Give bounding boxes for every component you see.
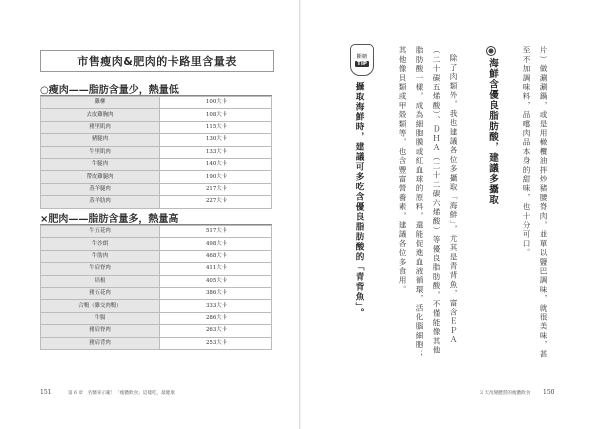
body-line: 其他像貝類或甲殼類等，也含豐富營養素，建議各位多食用。	[398, 46, 407, 295]
tip-badge-top: 斷糖	[356, 54, 368, 60]
meat-name-cell: 蒸羊腿肉	[41, 183, 160, 195]
calorie-value-cell: 133大卡	[160, 146, 272, 158]
meat-name-cell: 牛肩脊肉	[41, 263, 160, 275]
table-row	[41, 287, 272, 299]
calorie-value-cell: 386大卡	[160, 287, 272, 299]
meat-name-cell: 牛五花肉	[41, 226, 160, 238]
table-row	[41, 134, 272, 146]
calorie-value-cell: 108大卡	[160, 109, 272, 121]
meat-name-cell: 豬五花肉	[41, 287, 160, 299]
meat-name-cell: 牛沙朗	[41, 238, 160, 250]
table-row	[41, 121, 272, 133]
calorie-value-cell: 227大卡	[160, 196, 272, 208]
calorie-value-cell: 217大卡	[160, 183, 272, 195]
meat-name-cell: 牛腸	[41, 312, 160, 324]
meat-name-cell: 蒸羊肋肉	[41, 196, 160, 208]
calorie-value-cell: 333大卡	[160, 300, 272, 312]
calorie-value-cell: 190大卡	[160, 171, 272, 183]
calorie-value-cell: 115大卡	[160, 121, 272, 133]
table-row	[41, 171, 272, 183]
table-row	[41, 146, 272, 158]
meat-name-cell: 牛腿肉	[41, 158, 160, 170]
meat-name-cell: 豬腿肉	[41, 134, 160, 146]
right-footer-book: 3 天改變體質的瘦體飲食	[480, 391, 531, 396]
body-line: 除了肉類外，我也建議各位多攝取「海鮮」，尤其是青背魚，富含ＥＰＡ	[449, 54, 458, 345]
lean-meat-table	[40, 96, 272, 209]
left-footer-chapter: 第 6 章 名醫來示範！「瘦體飲食」這樣吃，最健康	[68, 391, 175, 396]
tip-text: 攝取海鮮時，建議可多吃含優良脂肪酸的「青背魚」。	[354, 82, 364, 318]
table-row	[41, 275, 272, 287]
table-row	[41, 325, 272, 337]
tip-badge	[350, 44, 374, 76]
table-row	[41, 250, 272, 262]
calorie-value-cell: 100大卡	[160, 97, 272, 109]
table-row	[41, 263, 272, 275]
meat-name-cell: 培根	[41, 275, 160, 287]
section-heading: 海鮮含優良脂肪酸，建議多攝取	[487, 58, 498, 205]
table-row	[41, 183, 272, 195]
table-row	[41, 238, 272, 250]
calorie-value-cell: 263大卡	[160, 325, 272, 337]
calorie-value-cell: 140大卡	[160, 158, 272, 170]
body-line: （二十碳五烯酸）、ＤＨＡ（二十二碳六烯酸）等優良脂肪酸，不僅能像其他	[432, 46, 441, 355]
calorie-value-cell: 130大卡	[160, 134, 272, 146]
table-row	[41, 312, 272, 324]
calorie-value-cell: 517大卡	[160, 226, 272, 238]
body-line: 至不加調味料，品嚐肉品本身的甜味，也十分可口。	[522, 46, 531, 258]
table-title: 市售瘦肉&肥肉的卡路里含量表	[40, 50, 274, 72]
calorie-value-cell: 286大卡	[160, 312, 272, 324]
table-row	[41, 97, 272, 109]
calorie-value-cell: 498大卡	[160, 238, 272, 250]
table-row	[41, 337, 272, 349]
fat-heading: ×肥肉——脂肪含量多，熱量高	[40, 214, 179, 225]
tip-badge-bottom: TIP	[357, 61, 367, 67]
right-page-number: 150	[543, 389, 555, 396]
meat-name-cell: 豬里肌肉	[41, 121, 160, 133]
meat-name-cell: 牛肋肉	[41, 250, 160, 262]
meat-name-cell: 去皮雞胸肉	[41, 109, 160, 121]
meat-name-cell: 豬肩背肉	[41, 337, 160, 349]
meat-name-cell: 帶皮雞腿肉	[41, 171, 160, 183]
meat-name-cell: 牛里肌肉	[41, 146, 160, 158]
calorie-value-cell: 468大卡	[160, 250, 272, 262]
table-row	[41, 300, 272, 312]
meat-name-cell: 雞柳	[41, 97, 160, 109]
section-bullet-icon	[486, 46, 496, 56]
table-row	[41, 158, 272, 170]
table-row	[41, 226, 272, 238]
body-line: 脂肪酸一樣，成為細胞膜或紅血球的原料，還能促進血液循環，活化腦細胞；	[415, 46, 424, 359]
fat-meat-table	[40, 225, 272, 350]
calorie-value-cell: 253大卡	[160, 337, 272, 349]
table-row	[41, 196, 272, 208]
table-row	[41, 109, 272, 121]
left-page-number: 151	[40, 389, 52, 396]
meat-name-cell: 豬肩脊肉	[41, 325, 160, 337]
calorie-value-cell: 411大卡	[160, 263, 272, 275]
calorie-value-cell: 405大卡	[160, 275, 272, 287]
body-line: 片）做涮涮鍋，或是用橄欖油拌炒豬腰脊肉，並單以鹽巴調味，就很美味，甚	[539, 46, 548, 359]
meat-name-cell: 合鴨（雜交肉鴨）	[41, 300, 160, 312]
lean-heading: ○瘦肉——脂肪含量少，熱量低	[40, 85, 179, 96]
